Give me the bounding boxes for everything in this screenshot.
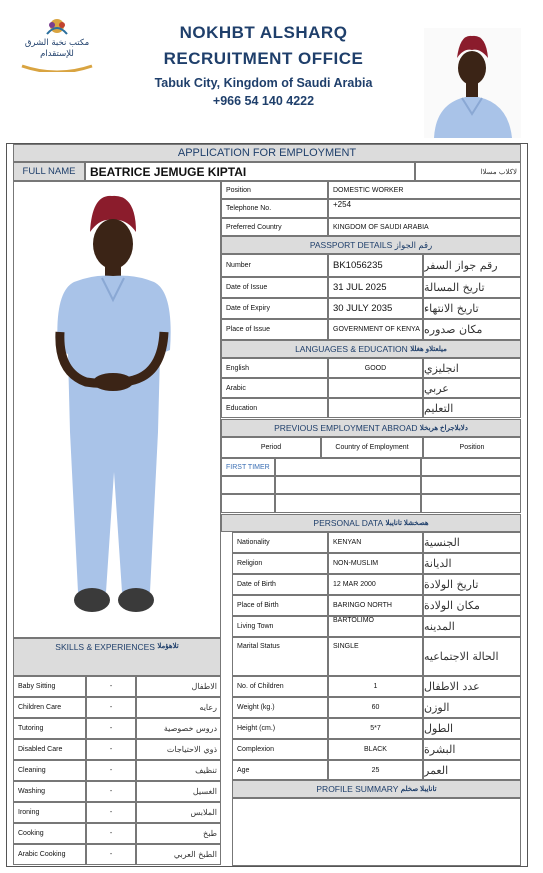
personal-field-arabic: البشرة (423, 739, 521, 760)
skill-arabic: الطبخ العربي (136, 844, 221, 865)
passport-section-title: PASSPORT DETAILS رقم الجواز (221, 236, 521, 254)
personal-field-arabic: تاريخ الولادة (423, 574, 521, 595)
passport-field-label: Number (221, 254, 328, 277)
office-phone: +966 54 140 4222 (212, 94, 315, 108)
logo-arabic-text: مكتب نخبة الشرق للإستقدام (24, 38, 90, 59)
full-body-photo (13, 181, 221, 638)
personal-field-arabic: الطول (423, 718, 521, 739)
profile-summary-title (232, 780, 521, 798)
passport-field-label: Date of Expiry (221, 298, 328, 319)
personal-data-title (221, 514, 521, 532)
skill-label: Ironing (13, 802, 86, 823)
skill-value: - (86, 718, 136, 739)
personal-field-arabic: المدينه (423, 616, 521, 637)
prev-row2-period (221, 476, 275, 494)
passport-field-value: BK1056235 (328, 254, 423, 277)
language-value (328, 398, 423, 418)
personal-field-value: 60 (328, 697, 423, 718)
skill-label: Disabled Care (13, 739, 86, 760)
personal-field-value: BLACK (328, 739, 423, 760)
skill-label: Cleaning (13, 760, 86, 781)
language-arabic: عربي (423, 378, 521, 398)
profile-summary-box (232, 798, 521, 866)
personal-data-title-arabic: هصخشلا تانايبلا (385, 520, 429, 527)
personal-field-label: Religion (232, 553, 328, 574)
languages-title-arabic: ميلعتلاو هغللا (410, 346, 447, 353)
personal-field-value: 25 (328, 760, 423, 780)
skill-arabic: الاطفال (136, 676, 221, 697)
col-position-header: Position (423, 437, 521, 458)
skills-title-text: SKILLS & EXPERIENCES (55, 642, 155, 652)
language-arabic: انجليزي (423, 358, 521, 378)
skill-label: Cooking (13, 823, 86, 844)
form-title: APPLICATION FOR EMPLOYMENT (13, 144, 521, 162)
personal-field-value: 12 MAR 2000 (328, 574, 423, 595)
telephone-label: Telephone No. (221, 199, 328, 218)
passport-field-arabic: تاريخ الانتهاء (423, 298, 521, 319)
personal-data-title-text: PERSONAL DATA (313, 518, 384, 528)
skill-label: Baby Sitting (13, 676, 86, 697)
skill-value: - (86, 739, 136, 760)
skill-value: - (86, 676, 136, 697)
office-name-line2: RECRUITMENT OFFICE (163, 49, 364, 68)
skill-label: Tutoring (13, 718, 86, 739)
prev-row1-country (275, 458, 421, 476)
skills-title-arabic: تلاهؤملا (157, 643, 179, 650)
previous-employment-title-text: PREVIOUS EMPLOYMENT ABROAD (274, 423, 418, 433)
full-name-label: FULL NAME (13, 162, 85, 181)
previous-employment-title-arabic: دلابلاجراخ هربخلا (419, 425, 468, 432)
personal-field-label: Date of Birth (232, 574, 328, 595)
passport-field-label: Date of Issue (221, 277, 328, 298)
skill-arabic: رعايه (136, 697, 221, 718)
personal-field-value: SINGLE (328, 637, 423, 676)
office-info (101, 20, 426, 110)
skill-arabic: تنظيف (136, 760, 221, 781)
language-label: Arabic (221, 378, 328, 398)
skills-section-title (13, 638, 221, 676)
personal-field-label: Nationality (232, 532, 328, 553)
skill-value: - (86, 823, 136, 844)
personal-field-value: BARTOLIMO (328, 616, 423, 637)
skill-value: - (86, 781, 136, 802)
passport-field-arabic: مكان صدوره (423, 319, 521, 340)
personal-field-value: 1 (328, 676, 423, 697)
personal-field-label: No. of Children (232, 676, 328, 697)
personal-field-value: KENYAN (328, 532, 423, 553)
language-label: Education (221, 398, 328, 418)
personal-field-label: Marital Status (232, 637, 328, 676)
personal-field-arabic: الديانة (423, 553, 521, 574)
telephone-value: +254 (328, 199, 521, 218)
personal-field-value: 5*7 (328, 718, 423, 739)
prev-row1-position (421, 458, 521, 476)
position-label: Position (221, 181, 328, 199)
full-name-value: BEATRICE JEMUGE KIPTAI (85, 162, 415, 181)
personal-field-arabic: مكان الولادة (423, 595, 521, 616)
passport-field-value: GOVERNMENT OF KENYA (328, 319, 423, 340)
col-period-header: Period (221, 437, 321, 458)
personal-field-label: Height (cm.) (232, 718, 328, 739)
skill-value: - (86, 844, 136, 865)
skill-value: - (86, 760, 136, 781)
passport-field-arabic: تاريخ المسالة (423, 277, 521, 298)
preferred-country-label: Preferred Country (221, 218, 328, 236)
full-name-arabic: لاكلاب مسلاا (415, 162, 521, 181)
passport-field-value: 31 JUL 2025 (328, 277, 423, 298)
skill-label: Washing (13, 781, 86, 802)
personal-field-label: Complexion (232, 739, 328, 760)
personal-field-arabic: عدد الاطفال (423, 676, 521, 697)
skill-arabic: الملابس (136, 802, 221, 823)
office-logo (14, 16, 100, 72)
profile-summary-title-arabic: تانايبلا صخلم (400, 786, 437, 793)
skill-arabic: ذوي الاحتياجات (136, 739, 221, 760)
letterhead (6, 6, 528, 146)
skill-label: Arabic Cooking (13, 844, 86, 865)
preferred-country-value: KINGDOM OF SAUDI ARABIA (328, 218, 521, 236)
skill-value: - (86, 697, 136, 718)
office-name-line1: NOKHBT ALSHARQ (179, 23, 348, 42)
language-value (328, 378, 423, 398)
office-city: Tabuk City, Kingdom of Saudi Arabia (154, 76, 373, 90)
prev-row3-period (221, 494, 275, 513)
prev-row2-position (421, 476, 521, 494)
skill-arabic: الغسيل (136, 781, 221, 802)
languages-section-title (221, 340, 521, 358)
personal-field-label: Weight (kg.) (232, 697, 328, 718)
personal-field-arabic: الوزن (423, 697, 521, 718)
personal-field-label: Age (232, 760, 328, 780)
personal-field-label: Place of Birth (232, 595, 328, 616)
previous-employment-title (221, 419, 521, 437)
language-label: English (221, 358, 328, 378)
col-country-header: Country of Employment (321, 437, 423, 458)
prev-row3-position (421, 494, 521, 513)
skill-arabic: دروس خصوصية (136, 718, 221, 739)
languages-title: LANGUAGES & EDUCATION (295, 344, 408, 354)
prev-row2-country (275, 476, 421, 494)
personal-field-label: Living Town (232, 616, 328, 637)
skill-arabic: طبخ (136, 823, 221, 844)
personal-field-arabic: العمر (423, 760, 521, 780)
position-value: DOMESTIC WORKER (328, 181, 521, 199)
profile-summary-title-text: PROFILE SUMMARY (316, 784, 399, 794)
passport-field-arabic: رقم جواز السفر (423, 254, 521, 277)
personal-field-value: BARINGO NORTH (328, 595, 423, 616)
first-timer-cell: FIRST TIMER (221, 458, 275, 476)
language-arabic: التعليم (423, 398, 521, 418)
personal-field-value: NON-MUSLIM (328, 553, 423, 574)
passport-field-value: 30 JULY 2035 (328, 298, 423, 319)
personal-field-arabic: الجنسية (423, 532, 521, 553)
prev-row3-country (275, 494, 421, 513)
passport-field-label: Place of Issue (221, 319, 328, 340)
portrait-photo (424, 28, 521, 138)
skill-label: Children Care (13, 697, 86, 718)
language-value: GOOD (328, 358, 423, 378)
personal-field-arabic: الحالة الاجتماعيه (423, 637, 521, 676)
skill-value: - (86, 802, 136, 823)
